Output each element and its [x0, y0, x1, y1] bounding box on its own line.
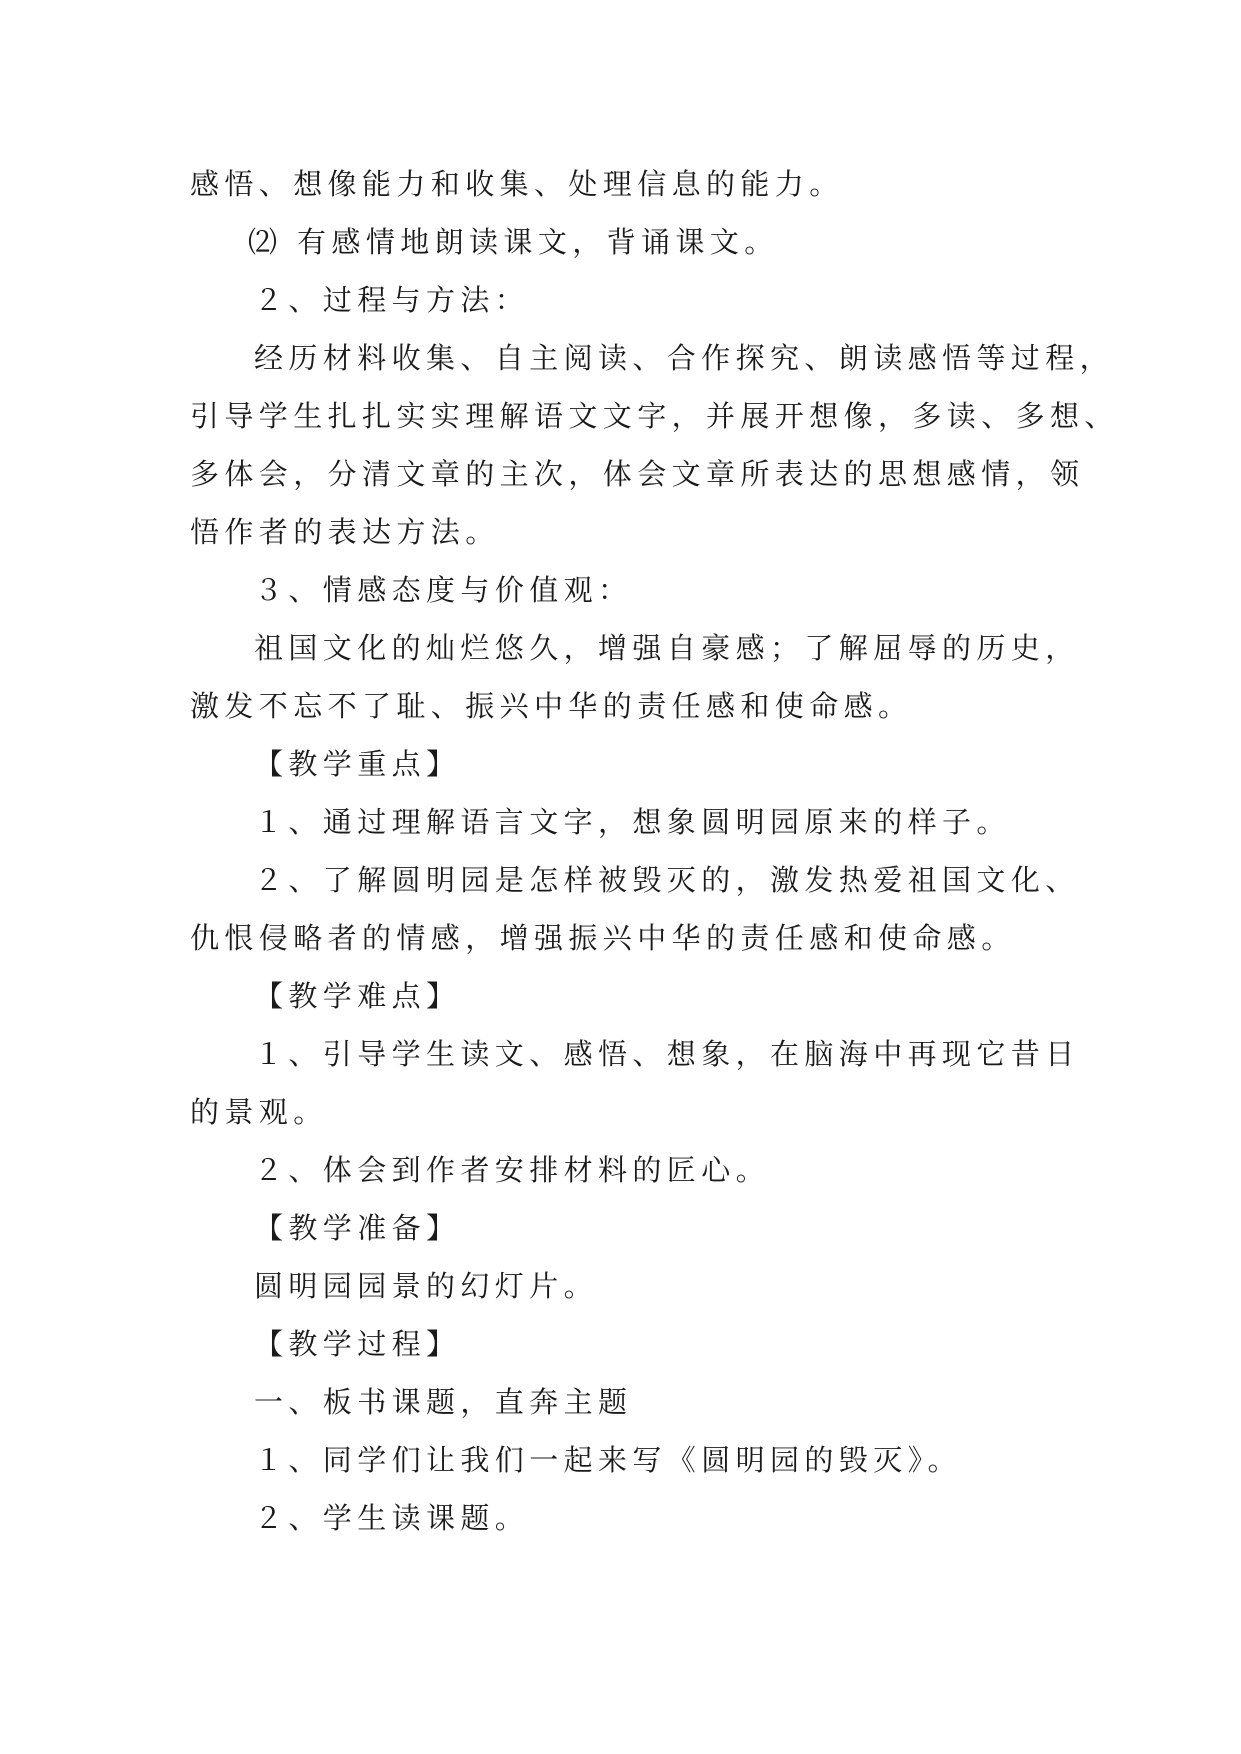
section-heading-process: 【教学过程】 [254, 1327, 461, 1361]
text-line-18: ２、体会到作者安排材料的匠心。 [254, 1153, 771, 1187]
text-line-20: 圆明园园景的幻灯片。 [254, 1269, 599, 1303]
text-line-12: １、通过理解语言文字，想象圆明园原来的样子。 [254, 805, 1011, 839]
text-line-24: ２、学生读课题。 [254, 1501, 530, 1535]
text-line-1: 感悟、想像能力和收集、处理信息的能力。 [190, 167, 844, 201]
text-line-5: 引导学生扎扎实实理解语文文字，并展开想像，多读、多想、 [190, 399, 1119, 433]
section-heading-preparation: 【教学准备】 [254, 1211, 461, 1245]
text-line-7: 悟作者的表达方法。 [190, 515, 500, 549]
text-line-6: 多体会，分清文章的主次，体会文章所表达的思想感情，领 [190, 457, 1085, 491]
text-line-16: １、引导学生读文、感悟、想象，在脑海中再现它昔日 [254, 1037, 1080, 1071]
section-heading-key-points: 【教学重点】 [254, 747, 461, 781]
text-line-2: ⑵ 有感情地朗读课文，背诵课文。 [248, 225, 779, 259]
text-line-22: 一、板书课题，直奔主题 [254, 1385, 633, 1419]
text-line-8: ３、情感态度与价值观： [254, 573, 633, 607]
text-line-14: 仇恨侵略者的情感，增强振兴中华的责任感和使命感。 [190, 921, 1016, 955]
text-line-13: ２、了解圆明园是怎样被毁灭的，激发热爱祖国文化、 [254, 863, 1080, 897]
text-line-17: 的景观。 [190, 1095, 328, 1129]
text-line-23: １、同学们让我们一起来写《圆明园的毁灭》。 [254, 1443, 962, 1477]
text-line-9: 祖国文化的灿烂悠久，增强自豪感；了解屈辱的历史， [254, 631, 1080, 665]
text-line-4: 经历材料收集、自主阅读、合作探究、朗读感悟等过程， [254, 341, 1115, 375]
section-heading-difficulties: 【教学难点】 [254, 979, 461, 1013]
text-line-10: 激发不忘不了耻、振兴中华的责任感和使命感。 [190, 689, 913, 723]
text-line-3: ２、过程与方法： [254, 283, 530, 317]
